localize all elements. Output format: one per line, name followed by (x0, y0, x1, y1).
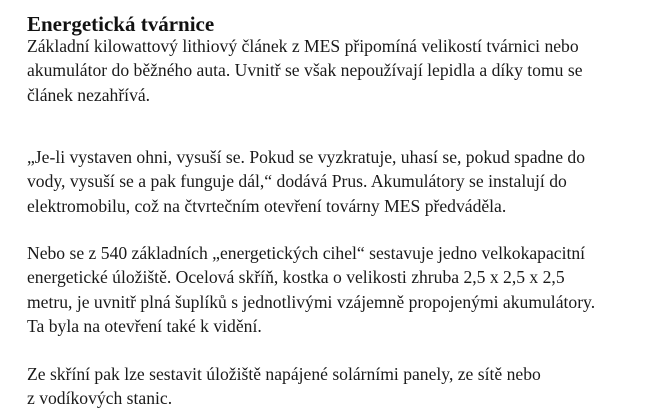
text-line: Nebo se z 540 základních „energetických cihel“ sestavuje jedno velkokapacitní (27, 243, 586, 263)
paragraph-3 (27, 241, 595, 338)
text-line: metru, je uvnitř plná šuplíků s jednotlivými vzájemně propojenými akumulátory. (27, 291, 596, 312)
text-line: energetické úložiště. Ocelová skříň, kostka o velikosti zhruba 2,5 x 2,5 x 2,5 (27, 267, 565, 288)
text-line: Základní kilowattový lithiový článek z MES připomíná velikostí tvárnici nebo (27, 36, 579, 56)
text-line: „Je-li vystaven ohni, vysuší se. Pokud se vyzkratuje, uhasí se, pokud spadne do (27, 147, 586, 167)
text-line: Ta byla na otevření také k vidění. (27, 315, 262, 336)
section-heading: Energetická tvárnice (27, 12, 215, 36)
paragraph-2 (27, 145, 585, 218)
text-line: z vodíkových stanic. (27, 388, 173, 409)
paragraph-1 (27, 34, 583, 107)
text-line: článek nezahřívá. (27, 84, 151, 105)
text-line: Ze skříní pak lze sestavit úložiště napájené solárními panely, ze sítě nebo (27, 364, 541, 384)
text-line: vody, vysuší se a pak funguje dál,“ dodává Prus. Akumulátory se instalují do (27, 171, 567, 192)
text-line: akumulátor do běžného auta. Uvnitř se však nepoužívají lepidla a díky tomu se (27, 60, 583, 81)
paragraph-4 (27, 362, 541, 411)
text-line: elektromobilu, což na čtvrtečním otevření továrny MES předváděla. (27, 195, 507, 216)
